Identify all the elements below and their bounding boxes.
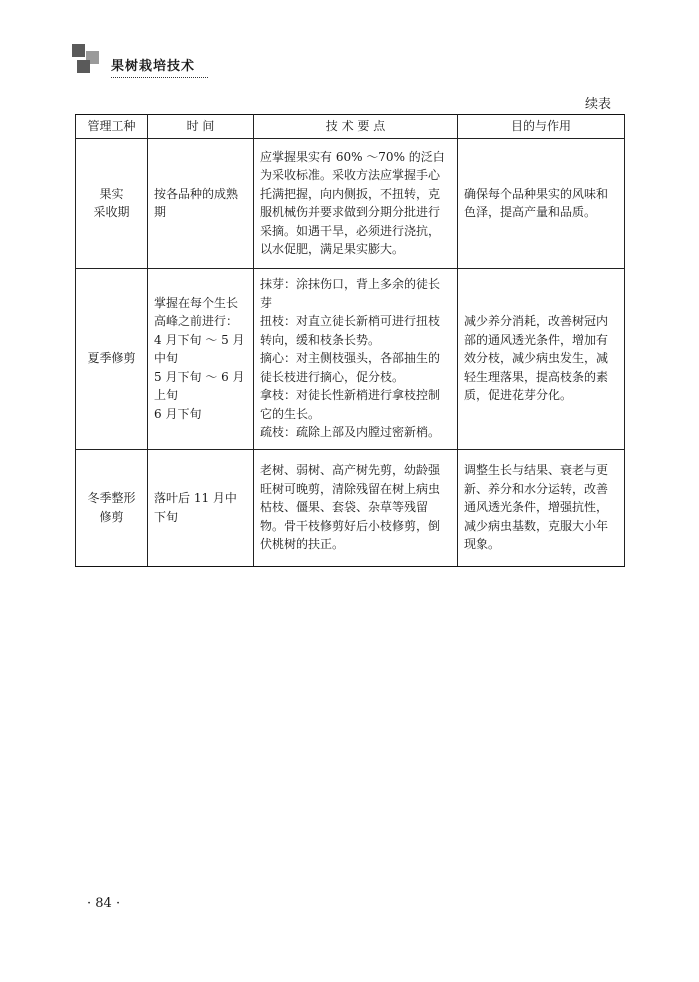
column-header: 时 间 <box>148 115 254 139</box>
purpose-cell: 调整生长与结果、衰老与更新、养分和水分运转，改善通风透光条件，增强抗性，减少病虫基数，克服大小年现象。 <box>458 449 625 566</box>
time-cell: 掌握在每个生长高峰之前进行： 4 月下旬 ～ 5 月中旬 5 月下旬 ～ 6 月上旬 6 月下旬 <box>148 268 254 449</box>
technical-points-cell: 老树、弱树、高产树先剪，幼龄强旺树可晚剪，清除残留在树上病虫枯枝、僵果、套袋、杂草等残留物。骨干枝修剪好后小枝修剪，倒伏桃树的扶正。 <box>254 449 458 566</box>
management-type-cell: 冬季整形 修剪 <box>76 449 148 566</box>
management-type-cell: 果实 采收期 <box>76 138 148 268</box>
technical-points-cell: 抹芽：涂抹伤口，背上多余的徒长芽 扭枝：对直立徒长新梢可进行扭枝转向，缓和枝条长势。 摘心：对主侧枝强头，各部抽生的徒长枝进行摘心，促分枝。 拿枝：对徒长性新梢进行拿枝控制它的生长。 疏枝：疏除上部及内膛过密新梢。 <box>254 268 458 449</box>
continued-label: 续表 <box>584 97 611 112</box>
time-cell: 落叶后 11 月中下旬 <box>148 449 254 566</box>
table-row <box>76 268 625 449</box>
column-header: 目的与作用 <box>458 115 625 139</box>
table-row <box>76 449 625 566</box>
time-cell: 按各品种的成熟期 <box>148 138 254 268</box>
table-row <box>76 138 625 268</box>
table-header-row <box>76 115 625 139</box>
management-type-cell: 夏季修剪 <box>76 268 148 449</box>
column-header: 技 术 要 点 <box>254 115 458 139</box>
page-number: · 84 · <box>87 896 121 911</box>
purpose-cell: 减少养分消耗，改善树冠内部的通风透光条件，增加有效分枝，减少病虫发生，减轻生理落果，提高枝条的素质，促进花芽分化。 <box>458 268 625 449</box>
technical-points-cell: 应掌握果实有 60% ～70% 的泛白为采收标准。采收方法应掌握手心托满把握，向内侧扳，不扭转，克服机械伤并要求做到分期分批进行采摘。如遇干旱，必须进行浇抗，以水促肥，满足果实膨大。 <box>254 138 458 268</box>
running-title: 果树栽培技术 <box>111 55 208 78</box>
column-header: 管理工种 <box>76 115 148 139</box>
book-logo <box>72 44 102 74</box>
management-table <box>75 114 625 567</box>
purpose-cell: 确保每个品种果实的风味和色泽，提高产量和品质。 <box>458 138 625 268</box>
